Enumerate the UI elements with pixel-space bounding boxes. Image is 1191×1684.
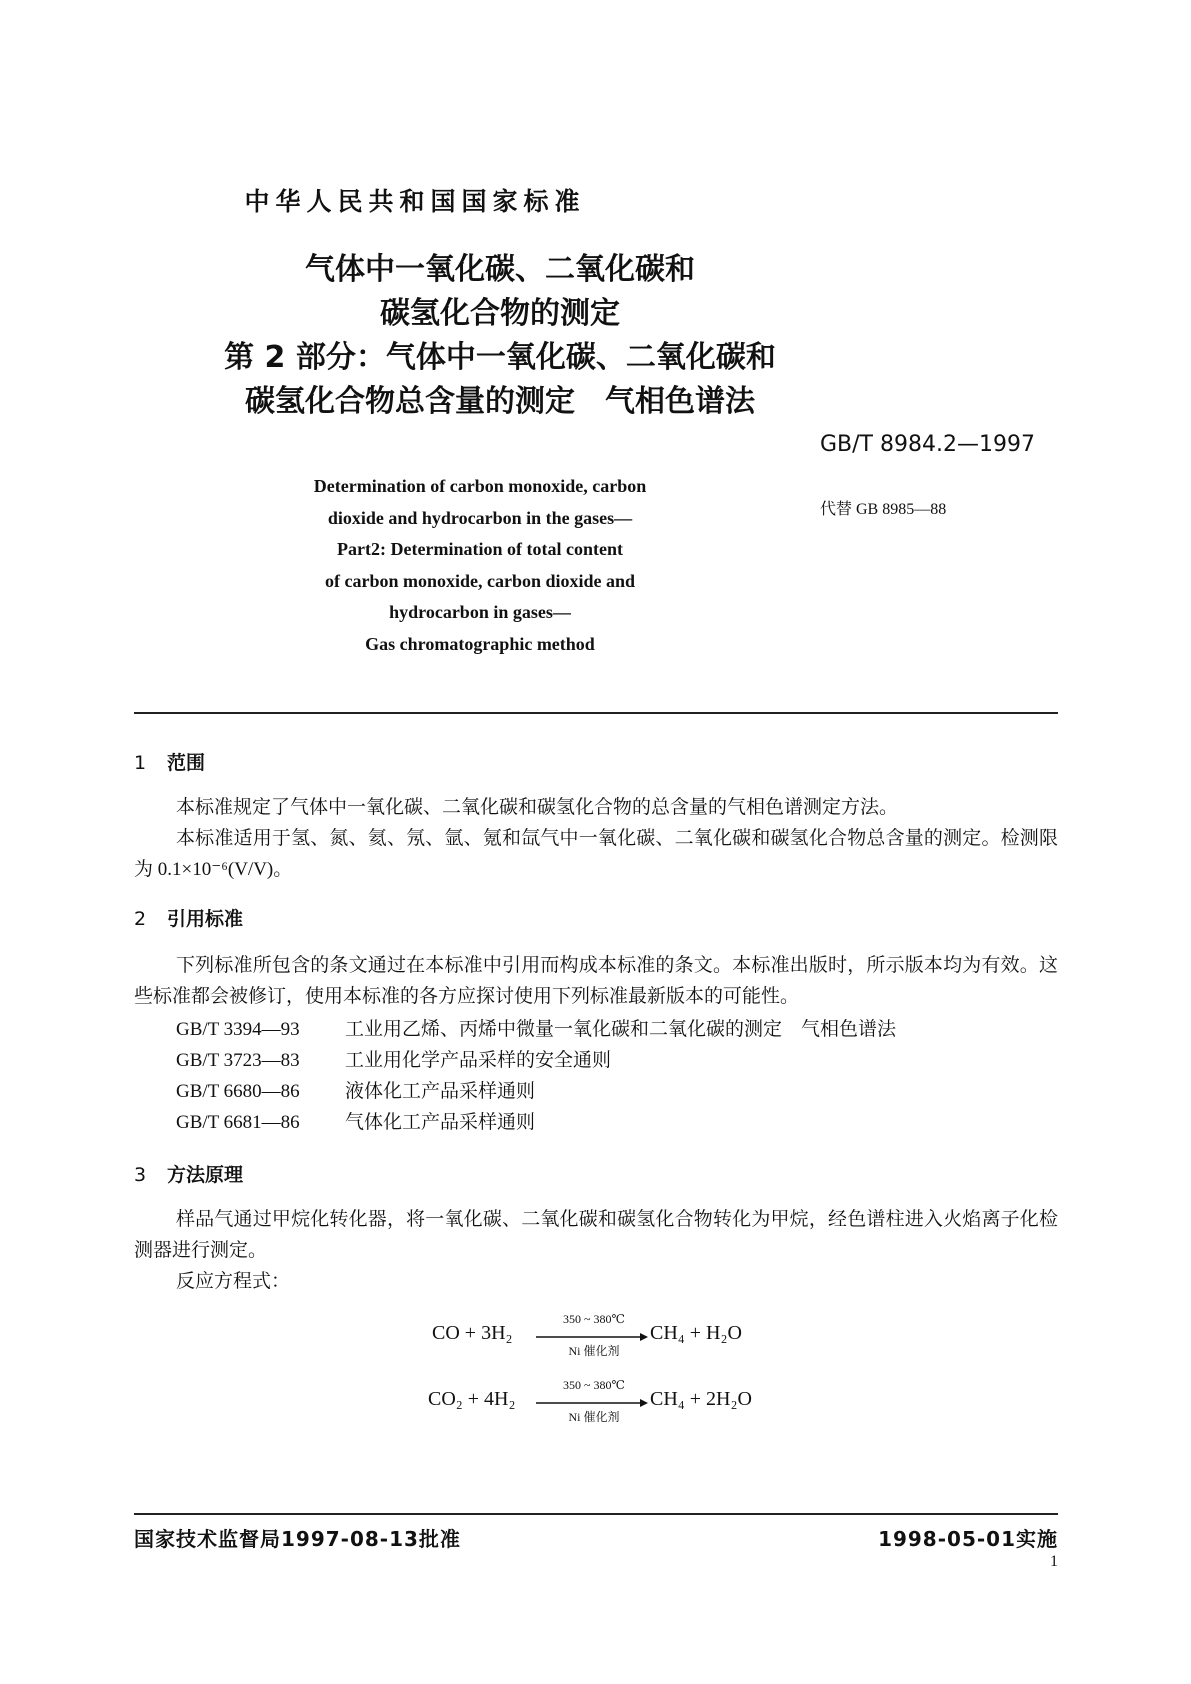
section-1-paragraph-2: 本标准适用于氢、氮、氦、氖、氩、氪和氙气中一氧化碳、二氧化碳和碳氢化合物总含量的测定。检测限为 0.1×10⁻⁶(V/V)。 xyxy=(134,828,1058,880)
title-line-1: 气体中一氧化碳、二氧化碳和 xyxy=(305,252,695,287)
equation-2-condition-catalyst: Ni 催化剂 xyxy=(568,1410,620,1424)
english-title-line: hydrocarbon in gases— xyxy=(389,602,571,622)
section-number: 3 xyxy=(134,1164,147,1186)
replaces-standard: 代替 GB 8985—88 xyxy=(820,501,947,518)
section-3-paragraph-1: 样品气通过甲烷化转化器，将一氧化碳、二氧化碳和碳氢化合物转化为甲烷，经色谱柱进入火焰离子化检测器进行测定。 xyxy=(134,1209,1058,1261)
effective-date: 1998-05-01实施 xyxy=(878,1527,1058,1551)
section-3-paragraph-2: 反应方程式： xyxy=(176,1271,291,1292)
footer-divider xyxy=(134,1513,1058,1515)
section-number: 1 xyxy=(134,752,147,774)
english-title-line: Part2: Determination of total content xyxy=(337,539,623,559)
equation-1-reactants: CO + 3H₂ xyxy=(432,1322,513,1344)
equation-1-condition-temperature: 350 ~ 380℃ xyxy=(563,1312,625,1326)
section-title: 范围 xyxy=(167,752,206,774)
section-2-paragraph-1: 下列标准所包含的条文通过在本标准中引用而构成本标准的条文。本标准出版时，所示版本均为有效。这些标准都会被修订，使用本标准的各方应探讨使用下列标准最新版本的可能性。 xyxy=(134,955,1058,1007)
reference-title: 工业用化学产品采样的安全通则 xyxy=(345,1050,612,1071)
section-1-paragraph-1: 本标准规定了气体中一氧化碳、二氧化碳和碳氢化合物的总含量的气相色谱测定方法。 xyxy=(176,797,899,818)
section-number: 2 xyxy=(134,908,147,930)
reference-title: 工业用乙烯、丙烯中微量一氧化碳和二氧化碳的测定 气相色谱法 xyxy=(345,1019,897,1040)
equation-1-products: CH₄ + H₂O xyxy=(650,1322,742,1344)
section-title: 引用标准 xyxy=(167,908,244,930)
english-title-line: of carbon monoxide, carbon dioxide and xyxy=(324,570,636,591)
reference-title: 液体化工产品采样通则 xyxy=(345,1081,536,1102)
section-title: 方法原理 xyxy=(167,1164,244,1186)
issuing-country-standard: 中华人民共和国国家标准 xyxy=(244,187,586,216)
page-number: 1 xyxy=(1050,1553,1058,1570)
reference-item xyxy=(176,1076,535,1103)
header-divider xyxy=(134,712,1058,714)
section-1-heading xyxy=(134,748,205,775)
english-title-line: Determination of carbon monoxide, carbon xyxy=(313,476,647,496)
reference-item xyxy=(176,1107,535,1134)
equation-2-reactants: CO₂ + 4H₂ xyxy=(428,1388,516,1410)
equation-2-arrow-icon xyxy=(536,1398,648,1408)
reference-code: GB/T 3723—83 xyxy=(176,1050,300,1071)
equation-2-condition-temperature: 350 ~ 380℃ xyxy=(563,1378,625,1392)
title-line-4: 碳氢化合物总含量的测定 气相色谱法 xyxy=(245,384,755,419)
approval-info: 国家技术监督局1997-08-13批准 xyxy=(134,1527,461,1551)
title-line-2: 碳氢化合物的测定 xyxy=(380,296,620,331)
reference-item xyxy=(176,1014,896,1041)
equation-1-condition-catalyst: Ni 催化剂 xyxy=(568,1344,620,1358)
reference-code: GB/T 6680—86 xyxy=(176,1081,300,1102)
english-title-line: Gas chromatographic method xyxy=(365,633,595,654)
title-line-3: 第 2 部分：气体中一氧化碳、二氧化碳和 xyxy=(224,340,776,375)
reference-title: 气体化工产品采样通则 xyxy=(345,1112,536,1133)
standard-number: GB/T 8984.2—1997 xyxy=(820,432,1035,457)
english-title xyxy=(230,471,730,660)
section-3-heading xyxy=(134,1160,243,1187)
reference-item xyxy=(176,1045,611,1072)
section-2-heading xyxy=(134,904,243,931)
reference-code: GB/T 3394—93 xyxy=(176,1019,300,1040)
english-title-line: dioxide and hydrocarbon in the gases— xyxy=(327,507,633,528)
equation-1-arrow-icon xyxy=(536,1332,648,1342)
reference-code: GB/T 6681—86 xyxy=(176,1112,300,1133)
equation-2-products: CH₄ + 2H₂O xyxy=(650,1388,752,1410)
